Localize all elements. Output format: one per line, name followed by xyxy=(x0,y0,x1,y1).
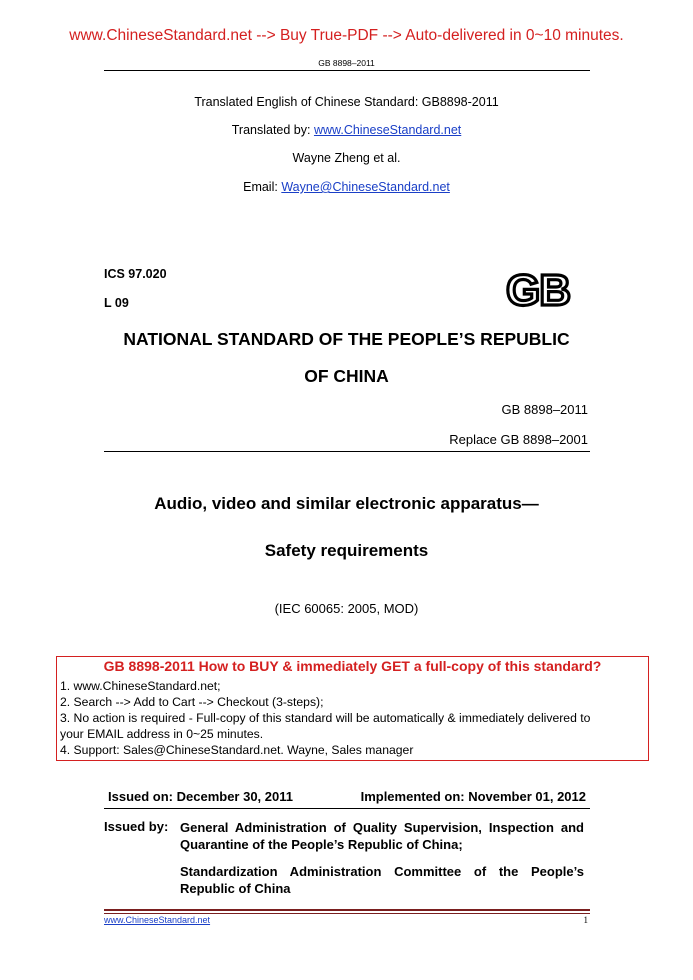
issue-rule xyxy=(104,808,590,809)
buy-step-4: 4. Support: Sales@ChineseStandard.net. Wayne, Sales manager xyxy=(60,743,414,757)
standard-title-line1: NATIONAL STANDARD OF THE PEOPLE’S REPUBLIC xyxy=(123,329,570,349)
document-title-line1: Audio, video and similar electronic apparatus— xyxy=(154,494,539,513)
issued-by-label: Issued by: xyxy=(104,819,169,834)
buy-step-1: 1. www.ChineseStandard.net; xyxy=(60,679,221,693)
translation-note: Translated English of Chinese Standard: GB8898-2011 xyxy=(194,95,499,109)
ics-code: ICS 97.020 xyxy=(104,267,167,281)
email-link[interactable]: Wayne@ChineseStandard.net xyxy=(281,180,450,194)
buy-step-3: 3. No action is required - Full-copy of this standard will be automatically & immediately delivered to xyxy=(60,711,591,725)
footer-rule-thick xyxy=(104,909,590,911)
translated-by xyxy=(0,123,693,137)
email-line xyxy=(0,180,693,194)
document-title-line2: Safety requirements xyxy=(264,541,429,560)
translator-name: Wayne Zheng et al. xyxy=(292,151,401,165)
translator-site-link[interactable]: www.ChineseStandard.net xyxy=(313,123,462,137)
gb-logo-text: GB xyxy=(506,269,570,311)
issuer-1: General Administration of Quality Supervision, Inspection and Quarantine of the People’s Republic of China; xyxy=(180,820,584,852)
footer-rule-thin xyxy=(104,913,590,914)
issued-on: Issued on: December 30, 2011 xyxy=(108,789,293,804)
standard-number: GB 8898–2011 xyxy=(501,402,588,417)
standard-title-line2: OF CHINA xyxy=(304,366,389,386)
buy-info-box xyxy=(56,656,649,761)
top-banner[interactable]: www.ChineseStandard.net --> Buy True-PDF --> Auto-delivered in 0~10 minutes. xyxy=(69,27,624,44)
buy-step-2: 2. Search --> Add to Cart --> Checkout (3-steps); xyxy=(60,695,324,709)
header-rule xyxy=(104,70,590,71)
classification-code: L 09 xyxy=(104,296,129,310)
issuer-2: Standardization Administration Committee of the People’s Republic of China xyxy=(180,864,584,896)
email-label: Email: xyxy=(243,180,282,194)
buy-box-title[interactable]: GB 8898-2011 How to BUY & immediately GET a full-copy of this standard? xyxy=(103,658,602,674)
iec-equivalence: (IEC 60065: 2005, MOD) xyxy=(274,601,419,616)
implemented-on: Implemented on: November 01, 2012 xyxy=(360,789,586,804)
replace-number: Replace GB 8898–2001 xyxy=(449,432,588,447)
buy-step-3-cont: your EMAIL address in 0~25 minutes. xyxy=(60,727,264,741)
gb-logo-icon xyxy=(491,269,585,311)
page-number: 1 xyxy=(583,915,588,925)
replace-rule xyxy=(104,451,590,452)
translated-by-label: Translated by: xyxy=(231,123,314,137)
footer-site-link[interactable]: www.ChineseStandard.net xyxy=(104,915,211,925)
running-header: GB 8898–2011 xyxy=(318,58,375,68)
